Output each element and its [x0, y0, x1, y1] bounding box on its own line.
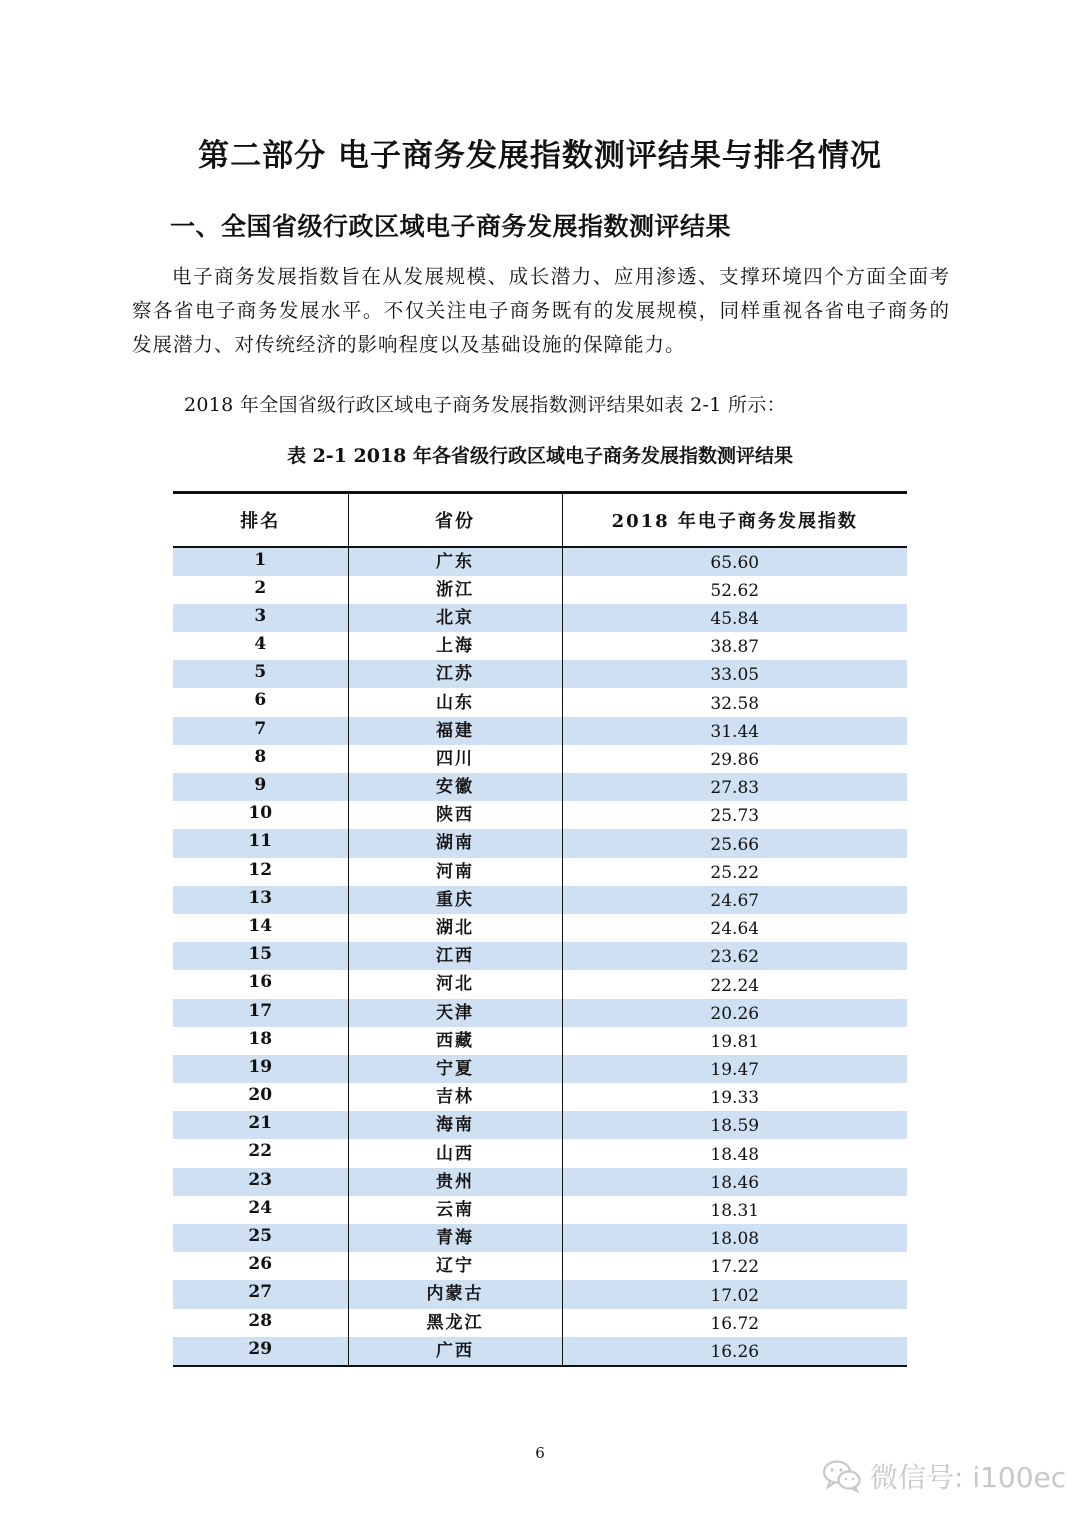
header-rank: 排名	[173, 493, 348, 547]
table-row	[173, 1224, 907, 1252]
rank-cell: 15	[173, 942, 348, 970]
rank-cell: 13	[173, 886, 348, 914]
rank-cell: 20	[173, 1083, 348, 1111]
rank-cell: 6	[173, 688, 348, 716]
rank-cell: 3	[173, 604, 348, 632]
table-row	[173, 858, 907, 886]
index-cell: 23.62	[562, 942, 907, 970]
index-cell: 16.72	[710, 1313, 760, 1334]
table-row	[173, 660, 907, 688]
table-body	[173, 547, 907, 1366]
watermark-text: 微信号: i100ec	[870, 1461, 1067, 1494]
province-cell: 山东	[348, 688, 562, 716]
results-table	[173, 491, 907, 1367]
province-cell: 内蒙古	[348, 1280, 562, 1308]
table-row	[173, 801, 907, 829]
table-row	[173, 886, 907, 914]
table-row	[173, 970, 907, 998]
index-cell: 25.22	[710, 862, 760, 883]
table-row	[173, 1027, 907, 1055]
intro-paragraph: 电子商务发展指数旨在从发展规模、成长潜力、应用渗透、支撑环境四个方面全面考察各省电子商务发展水平。不仅关注电子商务既有的发展规模，同样重视各省电子商务的发展潜力、对传统经济的影响程度以及基础设施的保障能力。	[132, 265, 950, 356]
table-row	[173, 688, 907, 716]
index-cell: 29.86	[710, 750, 760, 770]
table-caption: 表 2-1 2018 年各省级行政区域电子商务发展指数测评结果	[286, 445, 794, 467]
page-number: 6	[535, 1444, 545, 1462]
table-row	[173, 1083, 907, 1111]
rank-cell: 1	[173, 547, 348, 576]
index-cell: 24.67	[562, 886, 907, 914]
table-row	[173, 914, 907, 942]
table-row	[173, 1309, 907, 1337]
header-index: 2018 年电子商务发展指数	[562, 493, 907, 547]
index-cell: 18.46	[562, 1168, 907, 1196]
province-cell: 海南	[348, 1111, 562, 1139]
table-row	[173, 576, 907, 604]
table-row	[173, 1168, 907, 1196]
index-cell: 22.24	[710, 975, 760, 996]
province-cell: 广西	[348, 1337, 562, 1366]
index-cell: 25.66	[562, 829, 907, 857]
wechat-icon	[822, 1459, 862, 1493]
rank-cell: 8	[173, 745, 348, 773]
index-cell: 17.22	[710, 1257, 760, 1278]
rank-cell: 29	[173, 1337, 348, 1366]
index-cell: 17.02	[562, 1280, 907, 1308]
rank-cell: 17	[173, 999, 348, 1027]
index-cell: 18.59	[562, 1111, 907, 1139]
table-row	[173, 1111, 907, 1139]
province-cell: 河北	[348, 970, 562, 998]
index-cell: 24.64	[710, 919, 760, 940]
province-cell: 江西	[348, 942, 562, 970]
section-title: 一、全国省级行政区域电子商务发展指数测评结果	[170, 212, 732, 241]
rank-cell: 11	[173, 829, 348, 857]
province-cell: 福建	[348, 717, 562, 745]
table-row	[173, 1055, 907, 1083]
rank-cell: 21	[173, 1111, 348, 1139]
province-cell: 北京	[348, 604, 562, 632]
rank-cell: 28	[173, 1309, 348, 1337]
table-row	[173, 1139, 907, 1167]
province-cell: 四川	[348, 745, 562, 773]
province-cell: 湖北	[348, 914, 562, 942]
rank-cell: 19	[173, 1055, 348, 1083]
index-cell: 65.60	[562, 547, 907, 576]
province-cell: 陕西	[348, 801, 562, 829]
province-cell: 广东	[348, 547, 562, 576]
table-row	[173, 1280, 907, 1308]
index-cell: 20.26	[562, 999, 907, 1027]
rank-cell: 22	[173, 1139, 348, 1167]
province-cell: 吉林	[348, 1083, 562, 1111]
index-cell: 32.58	[710, 693, 760, 714]
rank-cell: 10	[173, 801, 348, 829]
table-row	[173, 1337, 907, 1366]
table-header-row	[173, 493, 907, 547]
rank-cell: 4	[173, 632, 348, 660]
rank-cell: 24	[173, 1196, 348, 1224]
index-cell: 16.26	[562, 1337, 907, 1366]
table-row	[173, 829, 907, 857]
page-title: 第二部分 电子商务发展指数测评结果与排名情况	[198, 138, 882, 174]
rank-cell: 14	[173, 914, 348, 942]
province-cell: 西藏	[348, 1027, 562, 1055]
index-cell: 27.83	[562, 773, 907, 801]
province-cell: 宁夏	[348, 1055, 562, 1083]
table-row	[173, 773, 907, 801]
index-cell: 18.48	[710, 1144, 760, 1165]
province-cell: 江苏	[348, 660, 562, 688]
table-row	[173, 604, 907, 632]
table-row	[173, 717, 907, 745]
province-cell: 安徽	[348, 773, 562, 801]
rank-cell: 2	[173, 576, 348, 604]
table-reference-sentence: 2018 年全国省级行政区域电子商务发展指数测评结果如表 2-1 所示：	[184, 394, 786, 416]
index-cell: 38.87	[710, 637, 760, 658]
index-cell: 19.81	[710, 1031, 760, 1052]
rank-cell: 12	[173, 858, 348, 886]
rank-cell: 5	[173, 660, 348, 688]
rank-cell: 9	[173, 773, 348, 801]
rank-cell: 26	[173, 1252, 348, 1280]
table-row	[173, 1252, 907, 1280]
table-row	[173, 547, 907, 576]
table-row	[173, 942, 907, 970]
province-cell: 上海	[348, 632, 562, 660]
index-cell: 19.47	[562, 1055, 907, 1083]
index-cell: 18.08	[562, 1224, 907, 1252]
index-cell: 19.33	[710, 1088, 760, 1109]
index-cell: 31.44	[562, 717, 907, 745]
index-cell: 45.84	[562, 604, 907, 632]
index-cell: 25.73	[710, 806, 760, 827]
table-row	[173, 745, 907, 773]
province-cell: 天津	[348, 999, 562, 1027]
index-cell: 52.62	[710, 580, 760, 601]
rank-cell: 25	[173, 1224, 348, 1252]
rank-cell: 23	[173, 1168, 348, 1196]
index-cell: 18.31	[710, 1201, 760, 1221]
index-cell: 33.05	[562, 660, 907, 688]
province-cell: 浙江	[348, 576, 562, 604]
header-province: 省份	[348, 493, 562, 547]
rank-cell: 16	[173, 970, 348, 998]
province-cell: 云南	[348, 1196, 562, 1224]
province-cell: 山西	[348, 1139, 562, 1167]
table-row	[173, 999, 907, 1027]
table-row	[173, 632, 907, 660]
province-cell: 贵州	[348, 1168, 562, 1196]
province-cell: 辽宁	[348, 1252, 562, 1280]
province-cell: 河南	[348, 858, 562, 886]
rank-cell: 7	[173, 717, 348, 745]
province-cell: 湖南	[348, 829, 562, 857]
province-cell: 重庆	[348, 886, 562, 914]
watermark	[822, 1456, 1066, 1496]
rank-cell: 18	[173, 1027, 348, 1055]
province-cell: 黑龙江	[348, 1309, 562, 1337]
province-cell: 青海	[348, 1224, 562, 1252]
table-row	[173, 1196, 907, 1224]
rank-cell: 27	[173, 1280, 348, 1308]
